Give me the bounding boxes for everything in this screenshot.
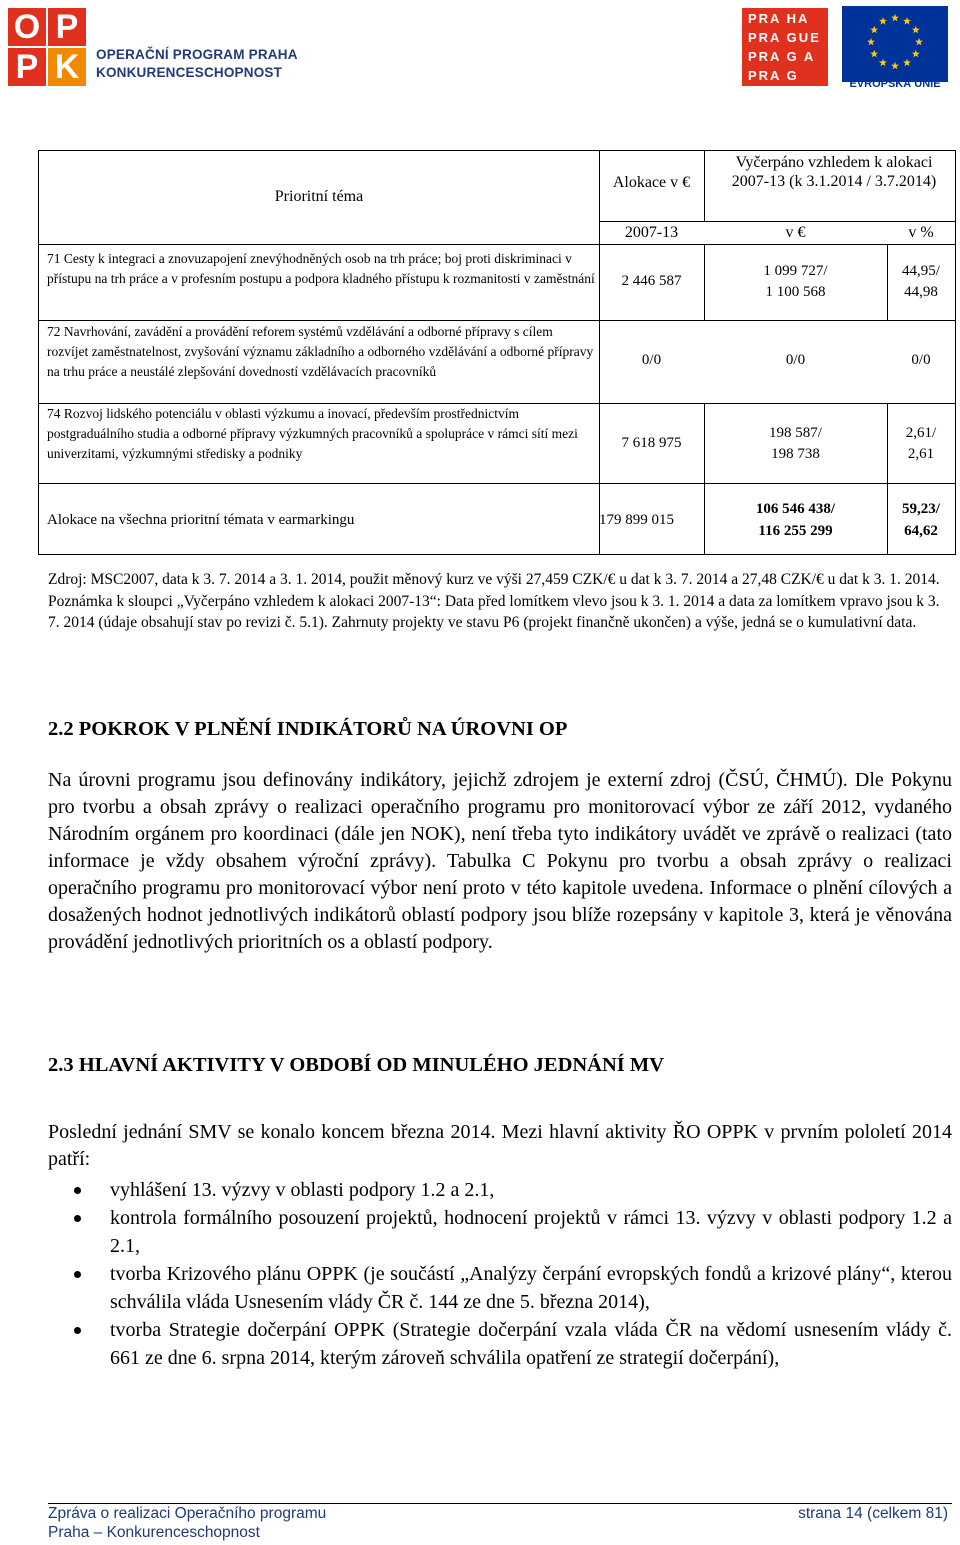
col-header-drawn: Vyčerpáno vzhledem k alokaci 2007-13 (k 3.1.2014 / 3.7.2014) xyxy=(731,154,937,190)
section-23-heading: 2.3 HLAVNÍ AKTIVITY V OBDOBÍ OD MINULÉHO JEDNÁNÍ MV xyxy=(48,1054,665,1076)
program-name-line1: OPERAČNÍ PROGRAM PRAHA xyxy=(96,47,298,62)
section-23-intro: Poslední jednání SMV se konalo koncem března 2014. Mezi hlavní aktivity ŘO OPPK v prvním pololetí 2014 patří: xyxy=(48,1121,952,1170)
total-alloc: 179 899 015 xyxy=(599,512,674,528)
eu-star-icon xyxy=(912,26,920,34)
subheader-pct: v % xyxy=(908,224,934,241)
row-71-topic: 71 Cesty k integraci a znovuzapojení znevýhodněných osob na trh práce; boj proti diskriminaci v přístupu na trh práce a v profesním postupu a podpora kladného přístupu k rozmanitosti v zaměstnání xyxy=(47,251,595,286)
subheader-period: 2007-13 xyxy=(624,224,679,241)
section-22-text: Na úrovni programu jsou definovány indikátory, jejichž zdrojem je externí zdroj (ČSÚ, ČHMÚ). Dle Pokynu pro tvorbu a obsah zprávy o realizaci operačního programu pro monitorovací výbor ze září 2012, vydaného Národním orgánem pro koordinaci (dále jen NOK), není třeba tyto indikátory uvádět ve zprávě o realizaci (tato informace je vždy obsahem výroční zprávy). Tabulka C Pokynu pro tvorbu a obsah zprávy o realizaci operačního programu pro monitorovací výbor není proto v této kapitole uvedena. Informace o plnění cílových a dosažených hodnot jednotlivých indikátorů oblastí podpory jsou blíže rozepsány v kapitole 3, která je věnována provádění jednotlivých prioritních os a oblastí podpory. xyxy=(48,769,952,953)
page-number: strana 14 (celkem 81) xyxy=(798,1505,948,1522)
eu-star-icon xyxy=(891,62,899,70)
source-line: Zdroj: MSC2007, data k 3. 7. 2014 a 3. 1. 2014, použit měnový kurz ve výši 27,459 CZK/€ u dat k 3. 7. 2014 a 27,48 CZK/€ u dat k 3. 1. 2014. xyxy=(48,571,940,588)
row-72-alloc: 0/0 xyxy=(641,352,662,368)
row-72-topic: 72 Navrhování, zavádění a provádění reforem systémů vzdělávání a odborné přípravy s cílem rozvíjet zaměstnatelnost, zvyšování významu základního a odborného vzdělávání a odborné přípravy na trhu práce a neustálé zlepšování dovedností vzdělávacích pracovníků xyxy=(47,324,594,379)
subheader-eur: v € xyxy=(785,224,806,241)
prague-logo-row-3: PRA G A xyxy=(748,49,816,64)
section-22-heading: 2.2 POKROK V PLNĚNÍ INDIKÁTORŮ NA ÚROVNI OP xyxy=(48,718,568,740)
prague-logo-row-2: PRA GUE xyxy=(748,30,821,45)
eu-star-icon xyxy=(903,59,911,67)
program-name xyxy=(96,46,298,82)
oppk-logo xyxy=(8,8,88,88)
list-item: vyhlášení 13. výzvy v oblasti podpory 1.2 a 2.1, xyxy=(110,1176,952,1204)
row-74-pct-b: 2,61 xyxy=(907,446,935,462)
total-pct-b: 64,62 xyxy=(904,523,938,539)
eu-stars-icon xyxy=(842,6,948,82)
oppk-logo-letter-k: K xyxy=(48,48,86,86)
row-74-drawn-b: 198 738 xyxy=(771,446,820,462)
eu-star-icon xyxy=(879,17,887,25)
oppk-logo-letter-p1: P xyxy=(48,8,86,46)
row-71-drawn-b: 1 100 568 xyxy=(765,284,826,300)
eu-star-icon xyxy=(891,14,899,22)
row-74-alloc: 7 618 975 xyxy=(621,435,682,451)
eu-star-icon xyxy=(867,38,875,46)
total-drawn-b: 116 255 299 xyxy=(758,523,833,539)
table-grid-line xyxy=(39,483,955,484)
row-74-drawn-a: 198 587/ xyxy=(769,425,822,441)
earmarking-table xyxy=(38,150,956,555)
table-grid-line xyxy=(39,244,955,245)
note-line: Poznámka k sloupci „Vyčerpáno vzhledem k alokaci 2007-13“: Data před lomítkem vlevo jsou k 3. 1. 2014 a data za lomítkem vpravo jsou k 3. 7. 2014 (údaje obsahují stav po revizi č. 5.1). Zahrnuty projekty ve stavu P6 (projekt finančně ukončen) a výše, jedná se o kumulativní data. xyxy=(48,592,940,631)
row-72-drawn: 0/0 xyxy=(785,352,806,368)
row-71-pct-a: 44,95/ xyxy=(902,263,940,279)
eu-star-icon xyxy=(870,50,878,58)
table-source-note xyxy=(48,569,952,634)
oppk-logo-letter-o: O xyxy=(8,8,46,46)
total-drawn-a: 106 546 438/ xyxy=(755,501,836,517)
table-grid-line xyxy=(704,151,705,221)
eu-flag-icon xyxy=(842,6,948,82)
program-name-line2: KONKURENCESCHOPNOST xyxy=(96,65,283,80)
list-item: tvorba Krizového plánu OPPK (je součástí „Analýzy čerpání evropských fondů a krizové plány“, kterou schválila vláda Usnesením vlády ČR č. 144 ze dne 5. března 2014), xyxy=(110,1260,952,1316)
row-72-pct: 0/0 xyxy=(911,352,931,368)
eu-label: EVROPSKÁ UNIE xyxy=(849,78,941,90)
total-label: Alokace na všechna prioritní témata v earmarkingu xyxy=(47,512,355,528)
eu-star-icon xyxy=(915,38,923,46)
col-header-alloc: Alokace v € xyxy=(612,174,691,191)
row-71-alloc: 2 446 587 xyxy=(621,273,682,289)
footer-report-title: Zpráva o realizaci Operačního programu xyxy=(48,1505,327,1522)
col-header-topic: Prioritní téma xyxy=(274,188,364,205)
row-71-drawn-a: 1 099 727/ xyxy=(763,263,828,279)
eu-star-icon xyxy=(879,59,887,67)
row-74-topic: 74 Rozvoj lidského potenciálu v oblasti výzkumu a inovací, především prostřednictvím postgraduálního studia a odborné přípravy výzkumných pracovníků a spolupráce v rámci sítí mezi univerzitami, výzkumnými středisky a podniky xyxy=(47,406,578,461)
eu-star-icon xyxy=(903,17,911,25)
footer-program-name: Praha – Konkurenceschopnost xyxy=(48,1524,260,1541)
total-pct-a: 59,23/ xyxy=(902,501,940,517)
row-71-pct-b: 44,98 xyxy=(904,284,938,300)
prague-logo-row-1: PRA HA xyxy=(748,11,810,26)
page-footer xyxy=(48,1503,952,1542)
list-item: tvorba Strategie dočerpání OPPK (Strategie dočerpání vzala vláda ČR na vědomí usnesením vlády č. 661 ze dne 6. srpna 2014, kterým zároveň schválila opatření ze strategií dočerpání), xyxy=(110,1316,952,1372)
oppk-logo-letter-p2: P xyxy=(8,48,46,86)
prague-logo-row-4: PRA G xyxy=(748,68,799,83)
eu-star-icon xyxy=(912,50,920,58)
row-74-pct-a: 2,61/ xyxy=(905,425,937,441)
eu-star-icon xyxy=(870,26,878,34)
list-item: kontrola formálního posouzení projektů, hodnocení projektů v rámci 13. výzvy v oblasti podpory 1.2 a 2.1, xyxy=(110,1204,952,1260)
table-grid-line xyxy=(39,320,955,321)
activity-list xyxy=(110,1176,952,1372)
prague-logo xyxy=(742,8,828,86)
